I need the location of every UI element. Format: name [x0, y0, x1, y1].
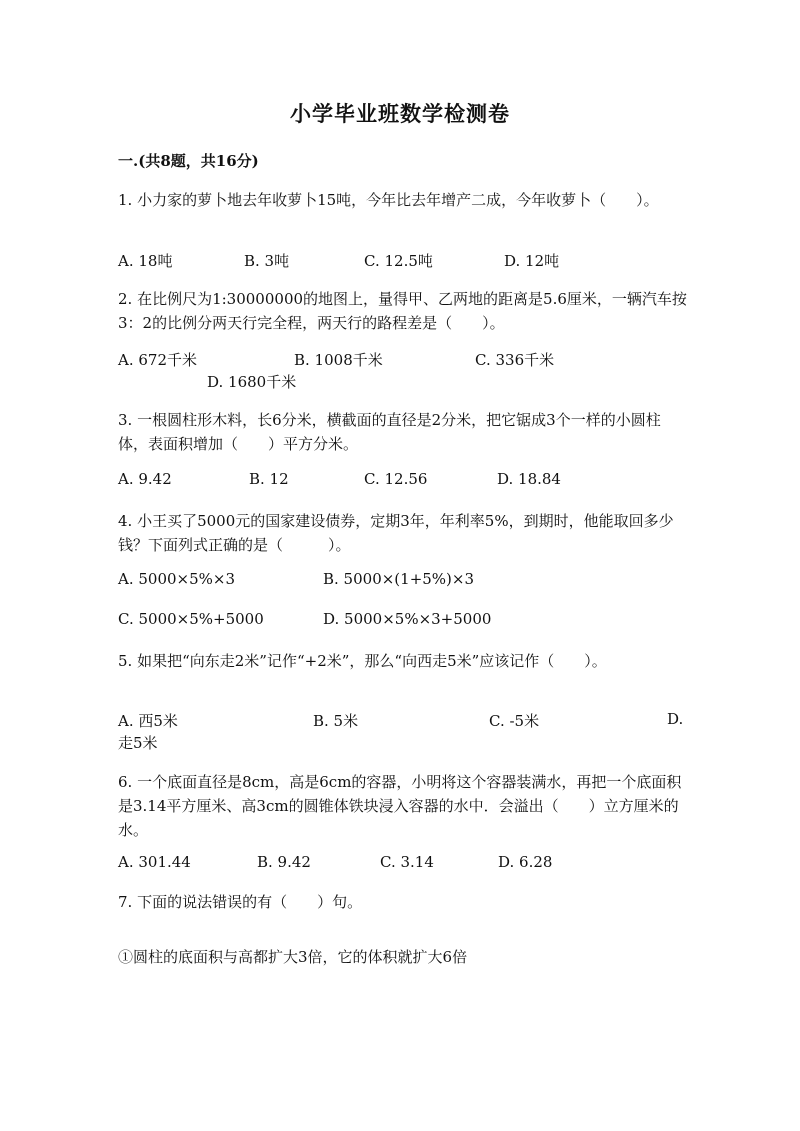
q1-option-b[interactable]: B. 3吨: [244, 252, 290, 270]
q2-option-c[interactable]: C. 336千米: [475, 351, 555, 369]
page-title: 小学毕业班数学检测卷: [290, 101, 510, 126]
q6-option-b[interactable]: B. 9.42: [257, 853, 311, 871]
statement-1: ①圆柱的底面积与高都扩大3倍，它的体积就扩大6倍: [118, 948, 468, 966]
q4-option-a[interactable]: A. 5000×5%×3: [118, 570, 236, 588]
q4-option-d[interactable]: D. 5000×5%×3+5000: [323, 610, 492, 628]
question-3: 3. 一根圆柱形木料，长6分米，横截面的直径是2分米，把它锯成3个一样的小圆柱体，表面积增加（ ）平方分米。: [118, 411, 661, 453]
q2-option-a[interactable]: A. 672千米: [118, 351, 197, 369]
q3-option-d[interactable]: D. 18.84: [497, 470, 561, 488]
section-heading: 一.(共8题，共16分): [118, 152, 259, 170]
q4-option-c[interactable]: C. 5000×5%+5000: [118, 610, 264, 628]
q3-option-a[interactable]: A. 9.42: [118, 470, 172, 488]
question-2: 2. 在比例尺为1:30000000的地图上，量得甲、乙两地的距离是5.6厘米，一辆汽车按3：2的比例分两天行完全程，两天行的路程差是（ ）。: [118, 290, 687, 332]
question-5: 5. 如果把“向东走2米”记作“+2米”，那么“向西走5米”应该记作（ ）。: [118, 652, 607, 670]
q5-option-b[interactable]: B. 5米: [313, 712, 359, 730]
q1-option-a[interactable]: A. 18吨: [118, 252, 173, 270]
question-1: 1. 小力家的萝卜地去年收萝卜15吨，今年比去年增产二成，今年收萝卜（ ）。: [118, 191, 659, 209]
q5-option-a[interactable]: A. 西5米: [118, 712, 178, 730]
question-6: 6. 一个底面直径是8cm，高是6cm的容器，小明将这个容器装满水，再把一个底面积是3.14平方厘米、高3cm的圆锥体铁块浸入容器的水中．会溢出（ ）立方厘米的水。: [118, 773, 682, 839]
q2-option-b[interactable]: B. 1008千米: [294, 351, 383, 369]
q5-option-c[interactable]: C. -5米: [489, 712, 540, 730]
q6-option-d[interactable]: D. 6.28: [498, 853, 553, 871]
q2-option-d[interactable]: D. 1680千米: [207, 373, 297, 391]
q5-option-d[interactable]: D.: [667, 710, 684, 728]
q3-option-c[interactable]: C. 12.56: [364, 470, 428, 488]
q1-option-d[interactable]: D. 12吨: [504, 252, 560, 270]
q1-option-c[interactable]: C. 12.5吨: [364, 252, 433, 270]
q5-option-d-text[interactable]: 走5米: [118, 734, 158, 752]
q6-option-c[interactable]: C. 3.14: [380, 853, 434, 871]
q4-option-b[interactable]: B. 5000×(1+5%)×3: [323, 570, 475, 588]
question-7: 7. 下面的说法错误的有（ ）句。: [118, 893, 363, 911]
q6-option-a[interactable]: A. 301.44: [118, 853, 191, 871]
question-4: 4. 小王买了5000元的国家建设债券，定期3年，年利率5%，到期时，他能取回多少钱？下面列式正确的是（ ）。: [118, 512, 674, 554]
q3-option-b[interactable]: B. 12: [249, 470, 289, 488]
